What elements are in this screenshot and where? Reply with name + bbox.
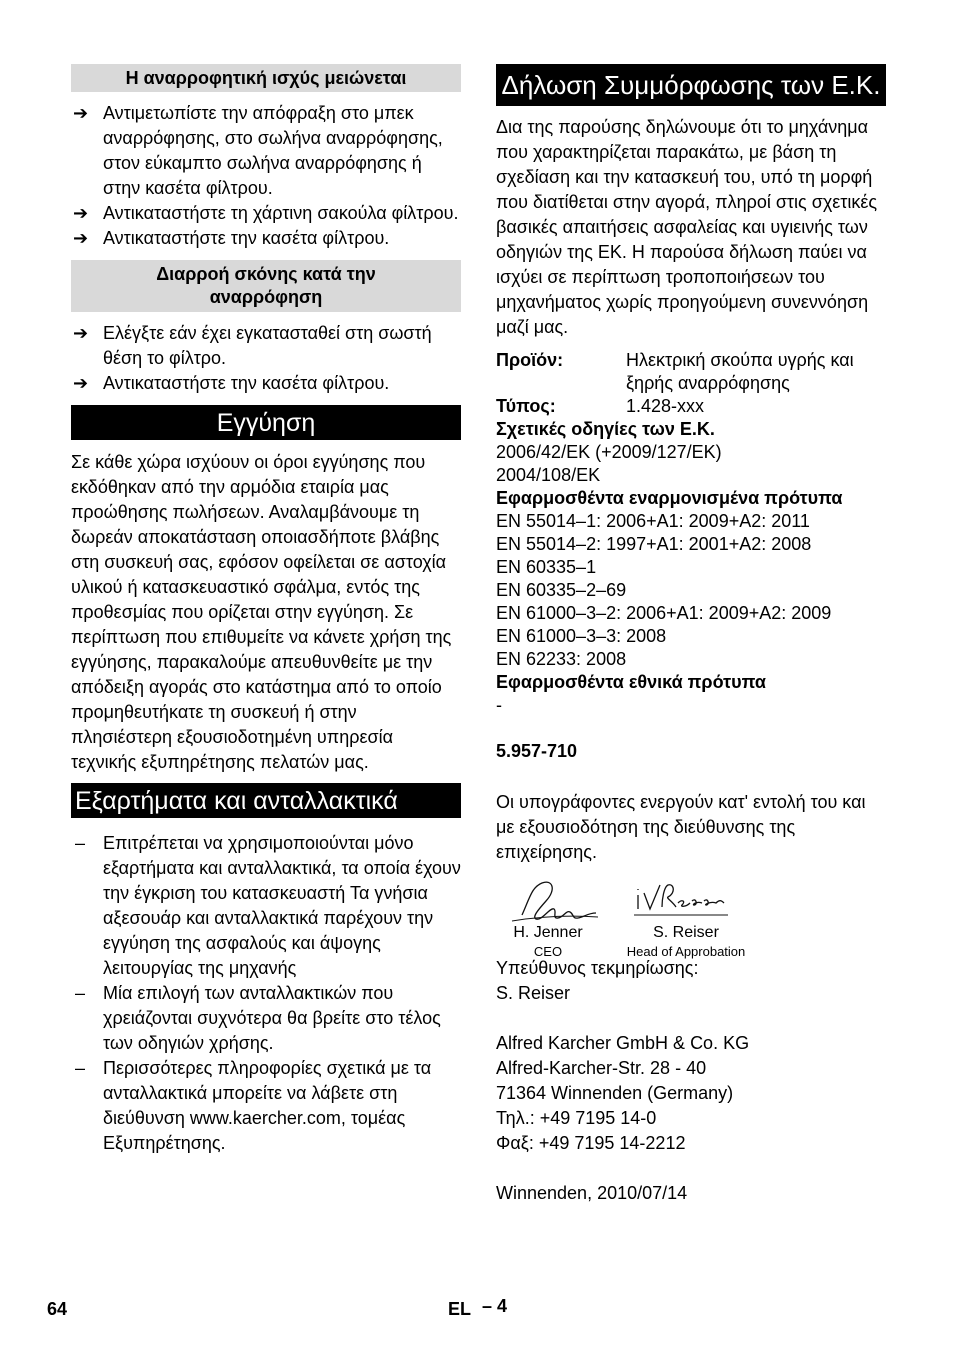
signatories-text: Οι υπογράφοντες ενεργούν κατ' εντολή του και με εξουσιοδότηση της διεύθυνσης της επιχείρησης. xyxy=(496,792,866,862)
dust-leak-list xyxy=(71,321,461,396)
dash-icon: – xyxy=(75,1058,86,1078)
list-item: – Μία επιλογή των ανταλλακτικών που χρειάζονται συχνότερα θα βρείτε στο τέλος των οδηγιών χρήσης. xyxy=(75,983,441,1053)
address-block xyxy=(496,1031,886,1156)
list-item: ➔ Αντικαταστήστε τη χάρτινη σακούλα φίλτρου. xyxy=(71,201,461,226)
product-value: Ηλεκτρική σκούπα υγρής και ξηρής αναρρόφησης xyxy=(626,350,854,393)
harmonised-heading: Εφαρμοσθέντα εναρμονισμένα πρότυπα xyxy=(496,488,843,508)
address-line: Alfred-Karcher-Str. 28 - 40 xyxy=(496,1058,707,1078)
directive-item: 2006/42/EK (+2009/127/EK) xyxy=(496,442,722,462)
arrow-right-icon: ➔ xyxy=(73,373,89,393)
list-item: – Επιτρέπεται να χρησιμοποιούνται μόνο εξαρτήματα και ανταλλακτικά, τα οποία έχουν την έγκριση του κατασκευαστή Τα γνήσια αξεσουάρ και ανταλλακτικά παρέχουν την εγγύηση της ασφαλούς και άψογης λειτουργίας της μηχανής xyxy=(75,833,461,978)
arrow-right-icon: ➔ xyxy=(73,203,89,223)
document-number: 5.957-710 xyxy=(496,741,578,761)
accessories-list xyxy=(71,831,461,1156)
type-label: Τύπος: xyxy=(496,396,556,416)
arrow-right-icon: ➔ xyxy=(73,103,89,123)
warranty-text: Σε κάθε χώρα ισχύουν οι όροι εγγύησης που εκδόθηκαν από την αρμόδια εταιρία μας προώθησης πωλήσεων. Αναλαμβάνουμε τη δωρεάν αποκατάσταση οποιασδήποτε βλάβης στη συσκευή σας, εφόσον οφείλεται σε αστοχία υλικού ή κατασκευαστικό σφάλμα, εντός της προθεσμίας που ορίζεται στην εγγύηση. Σε περίπτωση που επιθυμείτε να κάνετε χρήση της εγγύησης, παρακαλούμε απευθυνθείτε με την απόδειξη αγοράς στο κατάστημα από το οποίο προμηθευτήκατε τη συσκευή ή στην πλησιέστερη εξουσιοδοτημένη υπηρεσία τεχνικής εξυπηρέτησης πελατών μας. xyxy=(71,452,452,772)
section-heading-dust-leak: Διαρροή σκόνης κατά την αναρρόφηση xyxy=(71,260,461,312)
product-label: Προϊόν: xyxy=(496,350,564,370)
signer-role: CEO xyxy=(533,944,563,959)
suction-power-list xyxy=(71,101,461,251)
standard-item: EN 55014–1: 2006+A1: 2009+A2: 2011 xyxy=(496,511,810,531)
footer-section-page: – 4 xyxy=(482,1296,508,1316)
address-line: Alfred Karcher GmbH & Co. KG xyxy=(496,1033,750,1053)
list-item: ➔ Αντιμετωπίστε την απόφραξη στο μπεκ αναρρόφησης, στο σωλήνα αναρρόφησης, στον εύκαμπτο σωλήνα αναρρόφησης ή στην κασέτα φίλτρου. xyxy=(73,103,443,198)
signature-reiser-graphic xyxy=(632,879,732,919)
signature-area xyxy=(496,877,886,967)
type-row xyxy=(496,395,886,418)
address-line: 71364 Winnenden (Germany) xyxy=(496,1083,734,1103)
product-row xyxy=(496,349,886,395)
section-heading-suction-power: Η αναρροφητική ισχύς μειώνεται xyxy=(71,64,461,92)
arrow-right-icon: ➔ xyxy=(73,228,89,248)
list-item: ➔ Αντικαταστήστε την κασέτα φίλτρου. xyxy=(71,371,461,396)
address-line: Τηλ.: +49 7195 14-0 xyxy=(496,1108,657,1128)
page-number: 64 xyxy=(47,1299,68,1319)
signer-name: H. Jenner xyxy=(513,924,583,941)
standard-item: EN 60335–1 xyxy=(496,557,597,577)
standard-item: EN 61000–3–3: 2008 xyxy=(496,626,667,646)
signer-role: Head of Approbation xyxy=(626,944,746,959)
standard-item: EN 62233: 2008 xyxy=(496,649,627,669)
right-column xyxy=(496,64,886,1206)
standard-item: EN 61000–3–2: 2006+A1: 2009+A2: 2009 xyxy=(496,603,832,623)
national-value: - xyxy=(496,695,502,715)
section-heading-declaration: Δήλωση Συμμόρφωσης των Ε.Κ. xyxy=(496,64,886,106)
standard-item: EN 55014–2: 1997+A1: 2001+A2: 2008 xyxy=(496,534,812,554)
footer-language: EL xyxy=(448,1299,472,1319)
section-heading-accessories: Εξαρτήματα και ανταλλακτικά xyxy=(71,783,461,818)
dash-icon: – xyxy=(75,983,86,1003)
list-item: ➔ Ελέγξτε εάν έχει εγκατασταθεί στη σωστή θέση το φίλτρο. xyxy=(73,323,432,368)
arrow-right-icon: ➔ xyxy=(73,323,89,343)
signature-jenner-graphic xyxy=(502,877,602,927)
dash-icon: – xyxy=(75,833,86,853)
responsible-name: S. Reiser xyxy=(496,983,571,1003)
declaration-intro: Δια της παρούσης δηλώνουμε ότι το μηχάνημα που χαρακτηρίζεται παρακάτω, με βάση τη σχεδίαση και την κατασκευή του, υπό τη μορφή που διατίθεται στην αγορά, πληροί στις σχετικές βασικές απαιτήσεις ασφαλείας και υγιεινής των οδηγιών της ΕΚ. Η παρούσα δήλωση παύει να ισχύει σε περίπτωση τροποποιήσεων του μηχανήματος χωρίς προηγούμενη συνεννόηση μαζί μας. xyxy=(496,117,878,337)
national-heading: Εφαρμοσθέντα εθνικά πρότυπα xyxy=(496,672,766,692)
list-item: ➔ Αντικαταστήστε την κασέτα φίλτρου. xyxy=(71,226,461,251)
address-line: Φαξ: +49 7195 14-2212 xyxy=(496,1133,686,1153)
place-date: Winnenden, 2010/07/14 xyxy=(496,1183,688,1203)
signer-reiser xyxy=(616,923,756,960)
type-value: 1.428-xxx xyxy=(626,396,705,416)
list-item: – Περισσότερες πληροφορίες σχετικά με τα ανταλλακτικά μπορείτε να λάβετε στη διεύθυνση www.kaercher.com, τομέας Εξυπηρέτησης. xyxy=(75,1058,432,1153)
left-column xyxy=(71,64,461,1156)
section-heading-warranty: Εγγύηση xyxy=(71,405,461,440)
directives-heading: Σχετικές οδηγίες των Ε.Κ. xyxy=(496,419,715,439)
standard-item: EN 60335–2–69 xyxy=(496,580,627,600)
directive-item: 2004/108/EK xyxy=(496,465,601,485)
signer-name: S. Reiser xyxy=(653,924,719,941)
signer-jenner xyxy=(496,923,600,960)
responsible-label: Υπεύθυνος τεκμηρίωσης: xyxy=(496,958,699,978)
